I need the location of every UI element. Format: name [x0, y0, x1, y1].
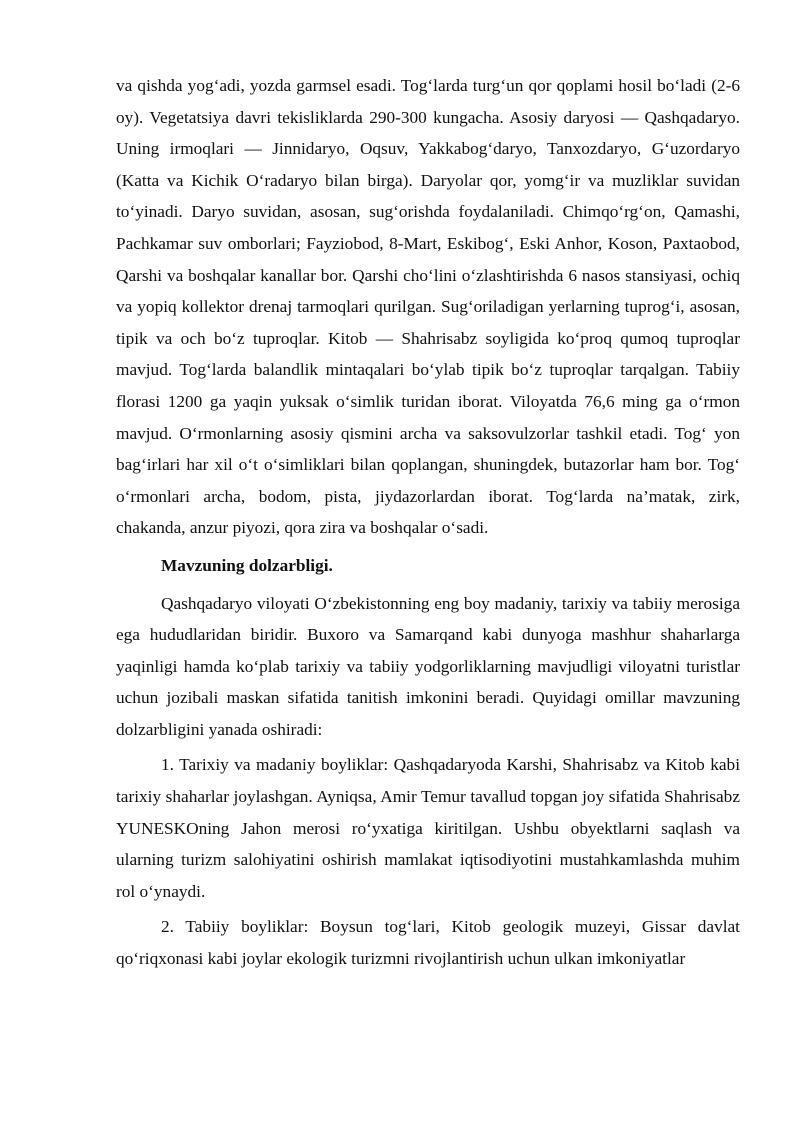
paragraph-intro: va qishda yog‘adi, yozda garmsel esadi. Tog‘larda turg‘un qor qoplami hosil bo‘ladi (2-6 oy). Vegetatsiya davri tekisliklarda 290-300 kungacha. Asosiy daryosi — Qashqadaryo. Uning irmoqlari — Jinnidaryo, Oqsuv, Yakkabog‘daryo, Tanxozdaryo, G‘uzordaryo (Katta va Kichik O‘radaryo bilan birga). Daryolar qor, yomg‘ir va muzliklar suvidan to‘yinadi. Daryo suvidan, asosan, sug‘orishda foydalaniladi. Chimqo‘rg‘on, Qamashi, Pachkamar suv omborlari; Fayziobod, 8-Mart, Eskibog‘, Eski Anhor, Koson, Paxtaobod, Qarshi va boshqalar kanallar bor. Qarshi cho‘lini o‘zlashtirishda 6 nasos stansiyasi, ochiq va yopiq kollektor drenaj tarmoqlari qurilgan. Sug‘oriladigan yerlarning tuprog‘i, asosan, tipik va och bo‘z tuproqlar. Kitob — Shahrisabz soyligida ko‘proq qumoq tuproqlar mavjud. Tog‘larda balandlik mintaqalari bo‘ylab tipik bo‘z tuproqlar tarqalgan. Tabiiy florasi 1200 ga yaqin yuksak o‘simlik turidan iborat. Viloyatda 76,6 ming ga o‘rmon mavjud. O‘rmonlarning asosiy qismini archa va saksovulzorlar tashkil etadi. Tog‘ yon bag‘irlari har xil o‘t o‘simliklari bilan qoplangan, shuningdek, butazorlar ham bor. Tog‘ o‘rmonlari archa, bodom, pista, jiydazorlardan iborat. Tog‘larda na’matak, zirk, chakanda, anzur piyozi, qora zira va boshqalar o‘sadi.	[116, 76, 740, 538]
paragraph-relevance: Qashqadaryo viloyati O‘zbekistonning eng boy madaniy, tarixiy va tabiiy merosiga ega hududlaridan biridir. Buxoro va Samarqand kabi dunyoga mashhur shaharlarga yaqinligi hamda ko‘plab tarixiy va tabiiy yodgorliklarning mavjudligi viloyatni turistlar uchun jozibali maskan sifatida tanitish imkonini beradi. Quyidagi omillar mavzuning dolzarbligini yanada oshiradi:	[116, 593, 740, 739]
list-item-1: 1. Tarixiy va madaniy boyliklar: Qashqadaryoda Karshi, Shahrisabz va Kitob kabi tarixiy shaharlar joylashgan. Ayniqsa, Amir Temur tavallud topgan joy sifatida Shahrisabz YUNESKOning Jahon merosi ro‘yxatiga kiritilgan. Ushbu obyektlarni saqlash va ularning turizm salohiyatini oshirish mamlakat iqtisodiyotini mustahkamlashda muhim rol o‘ynaydi.	[116, 755, 740, 901]
document-page	[116, 70, 740, 975]
section-heading: Mavzuning dolzarbligi.	[161, 555, 333, 575]
list-item-2: 2. Tabiiy boyliklar: Boysun tog‘lari, Kitob geologik muzeyi, Gissar davlat qo‘riqxonasi kabi joylar ekologik turizmni rivojlantirish uchun ulkan imkoniyatlar	[116, 917, 740, 969]
